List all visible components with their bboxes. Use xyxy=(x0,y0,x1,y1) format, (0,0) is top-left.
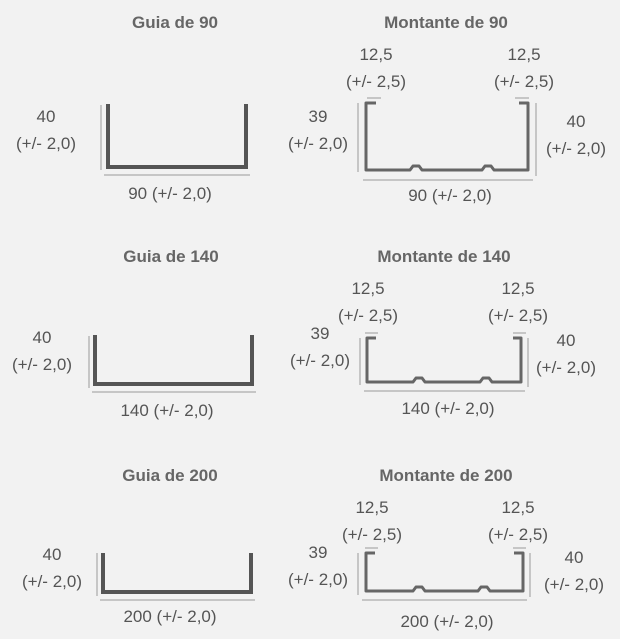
guia-140-title: Guia de 140 xyxy=(123,247,219,266)
guia-90-height: 40 xyxy=(36,107,56,126)
montante-140-profile xyxy=(367,338,521,382)
montante-90-height-right: 40 xyxy=(566,112,586,131)
montante-200-lip-left: 12,5 xyxy=(355,498,389,517)
montante-140-lip-left-tol: (+/- 2,5) xyxy=(338,306,398,325)
montante-200-lip-right: 12,5 xyxy=(501,498,535,517)
montante-90-width: 90 (+/- 2,0) xyxy=(408,186,492,205)
montante-140-height-left-tol: (+/- 2,0) xyxy=(290,351,350,370)
montante-90-profile xyxy=(366,103,528,170)
guia-140-profile xyxy=(95,335,252,384)
guia-200-title: Guia de 200 xyxy=(122,466,218,485)
montante-200-title: Montante de 200 xyxy=(379,466,513,485)
guia-140-height-tol: (+/- 2,0) xyxy=(12,355,72,374)
montante-140-lip-left: 12,5 xyxy=(351,279,385,298)
montante-90-height-left: 39 xyxy=(308,107,328,126)
montante-200-lip-left-tol: (+/- 2,5) xyxy=(342,525,402,544)
guia-90-profile xyxy=(108,104,246,167)
montante-90-lip-left: 12,5 xyxy=(359,45,393,64)
montante-90-height-right-tol: (+/- 2,0) xyxy=(546,139,606,158)
montante-90-lip-left-tol: (+/- 2,5) xyxy=(346,72,406,91)
montante-90-title: Montante de 90 xyxy=(384,13,508,32)
montante-140-lip-right-tol: (+/- 2,5) xyxy=(488,306,548,325)
montante-140-lip-right: 12,5 xyxy=(501,279,535,298)
guia-140-width: 140 (+/- 2,0) xyxy=(120,401,214,420)
montante-200-profile xyxy=(366,553,523,591)
montante-140-width: 140 (+/- 2,0) xyxy=(401,399,495,418)
montante-200-height-right-tol: (+/- 2,0) xyxy=(544,575,604,594)
guia-90-title: Guia de 90 xyxy=(132,13,218,32)
montante-200-height-left: 39 xyxy=(308,543,328,562)
montante-140-title: Montante de 140 xyxy=(377,247,511,266)
guia-200-height-tol: (+/- 2,0) xyxy=(22,572,82,591)
montante-90-height-left-tol: (+/- 2,0) xyxy=(288,134,348,153)
montante-140-height-left: 39 xyxy=(310,324,330,343)
guia-140-height: 40 xyxy=(32,328,52,347)
guia-200-height: 40 xyxy=(42,545,62,564)
guia-200-width: 200 (+/- 2,0) xyxy=(123,607,217,626)
montante-200-lip-right-tol: (+/- 2,5) xyxy=(488,525,548,544)
guia-90-height-tol: (+/- 2,0) xyxy=(16,134,76,153)
montante-140-height-right: 40 xyxy=(556,331,576,350)
montante-200-width: 200 (+/- 2,0) xyxy=(400,612,494,631)
guia-90-width: 90 (+/- 2,0) xyxy=(128,184,212,203)
montante-90-lip-right: 12,5 xyxy=(507,45,541,64)
montante-200-height-left-tol: (+/- 2,0) xyxy=(288,570,348,589)
montante-140-height-right-tol: (+/- 2,0) xyxy=(536,358,596,377)
guia-200-profile xyxy=(103,553,251,592)
montante-200-height-right: 40 xyxy=(564,548,584,567)
montante-90-lip-right-tol: (+/- 2,5) xyxy=(494,72,554,91)
